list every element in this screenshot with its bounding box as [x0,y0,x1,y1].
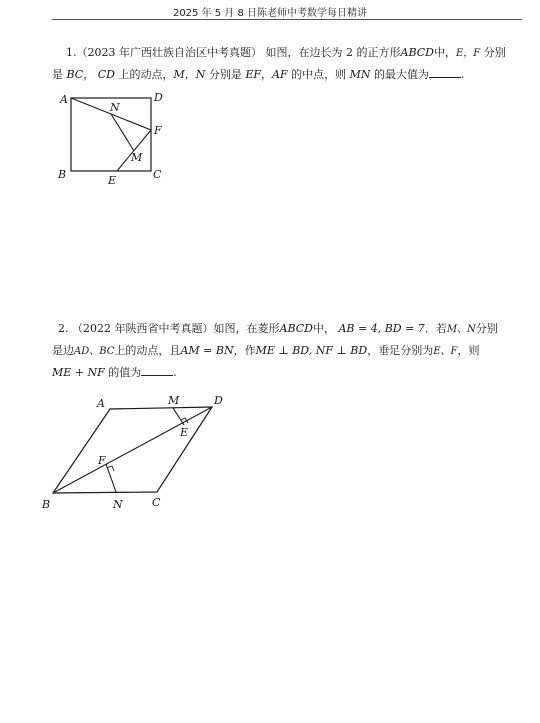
question-1-text: 上的动点， [118,68,174,81]
math-mn: M，N [173,68,206,81]
question-1-text: 中， [433,46,456,59]
label-b: B [58,168,67,181]
label-c: C [153,168,162,181]
question-1-text: 的最大值为 [374,68,429,81]
math-ad-bc: AD、BC [74,346,115,357]
math-ef2: EF [245,68,262,81]
question-1-text: 分别 [483,46,506,59]
label-n: N [110,101,120,114]
question-2-source: （2022 年陕西省中考真题） [72,322,214,335]
segment-me [173,408,184,425]
label-m: M [131,151,143,164]
figure-2-rhombus [40,388,240,516]
question-2-text: 分别 [475,322,498,335]
question-1-text: 是 [52,68,63,81]
answer-blank-2[interactable] [141,365,173,376]
math-abcd: ABCD [400,46,434,59]
question-2 [52,318,510,383]
diagonal-bd [53,407,212,493]
answer-blank-1[interactable] [429,67,461,78]
question-2-text: ．若 [424,322,447,335]
question-2-text: 的值为 [108,366,142,379]
math-abcd-2: ABCD [279,322,313,335]
question-2-number: 2. [58,322,69,335]
label-c-2: C [152,496,161,509]
label-b-2: B [42,498,51,511]
question-1-source: （2023 年广西壮族自治区中考真题） [76,46,262,59]
label-d-2: D [214,394,223,407]
question-2-line-1 [52,318,510,340]
question-2-text: 中， [312,322,335,335]
header-rule [52,19,522,20]
question-2-text: 上的动点，且 [114,344,181,357]
math-am-bn: AM = BN [180,344,234,357]
question-1-line-1 [52,42,510,64]
math-mn2: MN [349,68,371,81]
segment-nm [111,114,134,151]
math-cd: CD [97,68,115,81]
math-bc: BC [66,68,84,81]
question-2-line-2 [52,340,510,362]
page-header: 2025 年 5 月 8 日陈老师中考数学每日精讲 [172,8,368,19]
question-1-number: 1. [66,46,77,59]
math-mn-2: M、N [446,324,476,335]
label-m-2: M [168,394,180,407]
figure-1-square [50,85,180,185]
math-ab-bd: AB = 4, BD = 7 [338,322,425,335]
question-2-text: . [173,366,177,379]
question-1 [52,42,510,85]
question-1-text: 分别是 [208,68,242,81]
label-a: A [60,93,68,106]
math-af: AF [272,68,288,81]
question-2-text: ，作 [233,344,256,357]
label-n-2: N [113,498,123,511]
math-perp: ME ⊥ BD, NF ⊥ BD [255,344,368,357]
question-1-text: 如图，在边长为 2 的正方形 [265,46,401,59]
question-2-text: ，则 [457,344,480,357]
question-1-text: ， [261,68,273,81]
question-1-text: ， [83,68,95,81]
label-e-2: E [180,426,189,439]
question-1-text: . [461,68,465,81]
question-1-line-2 [52,64,510,85]
question-2-text: 如图，在菱形 [213,322,280,335]
label-d: D [154,91,163,104]
label-f-2: F [98,454,106,467]
question-2-text: ，垂足分别为 [367,344,434,357]
question-2-text: 是边 [52,344,74,357]
math-ef-2: E、F [433,346,458,357]
math-me-nf: ME + NF [52,366,105,379]
question-2-line-3 [52,362,510,383]
question-1-text: 的中点，则 [291,68,347,81]
label-e: E [108,174,117,187]
label-a-2: A [97,397,105,410]
math-ef: E，F [455,48,481,59]
label-f: F [154,124,162,137]
